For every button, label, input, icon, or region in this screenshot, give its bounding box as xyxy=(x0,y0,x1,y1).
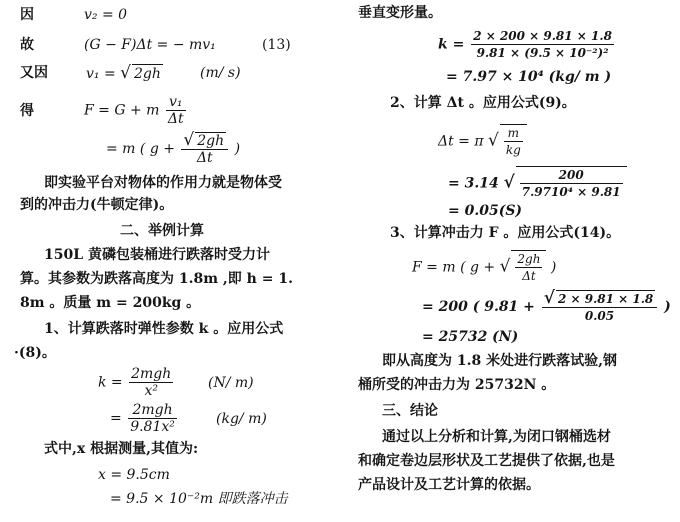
equation-dt-lhs: Δt = π xyxy=(438,133,484,150)
paragraph-1-line-2: 到的冲击力(牛顿定律)。 xyxy=(20,197,174,213)
equation-v2: v₂ = 0 xyxy=(84,7,128,23)
unit-n-per-m: (N/ m) xyxy=(208,375,254,391)
step-2-heading: 2、计算 Δt 。应用公式(9)。 xyxy=(390,95,576,111)
equation-dt-value-numerator: 200 xyxy=(520,167,623,184)
equation-f-formula-numerator: 2gh xyxy=(517,252,541,266)
equation-force-2-lhs: = m ( g + xyxy=(106,141,175,157)
result-line-2: 桶所受的冲击力为 25732N 。 xyxy=(358,377,556,393)
equation-x-1: x = 9.5cm xyxy=(98,467,170,483)
equation-k-value-numerator: 2 × 200 × 9.81 × 1.8 xyxy=(473,29,612,43)
equation-dt-numerator: m xyxy=(504,125,523,142)
equation-k-1-denominator: x² xyxy=(144,383,158,399)
label-gu: 故 xyxy=(20,37,34,53)
paragraph-2-line-2: 算。其参数为跌落高度为 1.8m ,即 h = 1. xyxy=(20,271,293,287)
equation-v1: v₁ = √ 2gh xyxy=(86,63,161,83)
equation-f-formula-denominator: Δt xyxy=(522,269,536,283)
paragraph-4: 式中,x 根据测量,其值为: xyxy=(44,441,199,457)
fraction-numerator: v₁ xyxy=(166,94,186,111)
section-heading-2: 二、举例计算 xyxy=(120,223,204,239)
equation-k-2-numerator: 2mgh xyxy=(128,402,177,419)
right-column xyxy=(352,0,680,522)
equation-k-2-denominator: 9.81x² xyxy=(130,419,175,435)
right-line-1: 垂直变形量。 xyxy=(358,5,442,21)
unit-kg-per-m: (kg/ m) xyxy=(216,411,267,427)
equation-k-value xyxy=(438,28,616,61)
result-line-1: 即从高度为 1.8 米处进行跌落试验,钢 xyxy=(382,353,617,369)
equation-k-value-denominator: 9.81 × (9.5 × 10⁻²)² xyxy=(476,46,609,60)
equation-f-substituted-radicand: 2 × 9.81 × 1.8 xyxy=(557,292,654,306)
conclusion-line-1: 通过以上分析和计算,为闭口钢桶选材 xyxy=(382,429,611,445)
section-heading-3: 三、结论 xyxy=(382,403,438,419)
equation-force-2: = m ( g + $\frac{√ 2gh}{\Delta t}$ ) xyxy=(106,130,241,166)
equation-k-1-numerator: 2mgh xyxy=(131,366,172,382)
step-3-heading: 3、计算冲击力 F 。应用公式(14)。 xyxy=(390,225,621,241)
equation-force-1 xyxy=(84,94,188,127)
equation-f-substituted: = 200 ( 9.81 + $\frac{√ 2 \times 9.81 \times 1.8}{0.05}$ ) xyxy=(422,288,671,323)
conclusion-line-3: 产品设计及工艺计算的依据。 xyxy=(358,477,540,493)
equation-dt-value-lhs: = 3.14 xyxy=(448,175,499,192)
label-de: 得 xyxy=(20,103,34,119)
equation-v1-radicand: 2gh xyxy=(134,66,161,82)
paragraph-3-line-2: ·(8)。 xyxy=(14,345,56,361)
equation-force-2-radicand: 2gh xyxy=(197,133,225,149)
equation-x-2: = 9.5 × 10⁻²m 即跌落冲击 xyxy=(110,491,288,507)
equation-force-2-denominator: Δt xyxy=(196,150,213,166)
label-youyin: 又因 xyxy=(20,65,48,81)
equation-f-result: = 25732 (N) xyxy=(422,329,519,345)
equation-k-value-lhs: k = xyxy=(438,36,465,53)
equation-dt-value: = 3.14 √ $\frac{200}{\text{7.9710⁴ × 9.81}}$ xyxy=(448,166,627,200)
equation-f-formula: F = m ( g + √ $\frac{2gh}{\Delta t}$ ) xyxy=(412,252,557,283)
equation-f-substituted-close: ) xyxy=(664,299,671,315)
equation-f-formula-lhs: F = m ( g + xyxy=(412,259,496,276)
equation-k-1 xyxy=(98,366,175,399)
equation-force-2-close: ) xyxy=(234,141,241,157)
paragraph-3-line-1: 1、计算跌落时弹性参数 k 。应用公式 xyxy=(44,321,284,337)
equation-k-2-eq: = xyxy=(110,410,122,427)
equation-f-formula-close: ) xyxy=(550,259,557,276)
paragraph-2-line-3: 8m 。质量 m = 200kg 。 xyxy=(20,295,201,311)
equation-dt-result: = 0.05(S) xyxy=(448,203,523,219)
equation-dt: Δt = π √ $\frac{m}{kg}$ xyxy=(438,124,527,158)
equation-f-substituted-denominator: 0.05 xyxy=(584,309,615,323)
equation-v1-lhs: v₁ = xyxy=(86,66,116,82)
paragraph-1-line-1: 即实验平台对物体的作用力就是物体受 xyxy=(44,175,282,191)
equation-k-2 xyxy=(110,402,179,435)
equation-dt-denominator: kg xyxy=(505,143,521,157)
equation-dt-value-denominator: 7.9710⁴ × 9.81 xyxy=(521,185,621,199)
equation-force-1-lhs: F = G + m xyxy=(84,102,160,119)
label-yin: 因 xyxy=(20,7,34,23)
equation-number-13: (13) xyxy=(262,37,291,53)
equation-impulse: (G − F)Δt = − mv₁ xyxy=(84,37,216,53)
conclusion-line-2: 和确定卷边层形状及工艺提供了依据,也是 xyxy=(358,453,615,469)
equation-k-result: = 7.97 × 10⁴ (kg/ m ) xyxy=(446,69,612,85)
unit-ms: (m/ s) xyxy=(200,65,241,81)
paragraph-2-line-1: 150L 黄磷包装桶进行跌落时受力计 xyxy=(44,247,270,263)
equation-f-substituted-lhs: = 200 ( 9.81 + xyxy=(422,299,535,315)
fraction-denominator: Δt xyxy=(167,111,184,127)
equation-k-1-lhs: k = xyxy=(98,374,123,391)
